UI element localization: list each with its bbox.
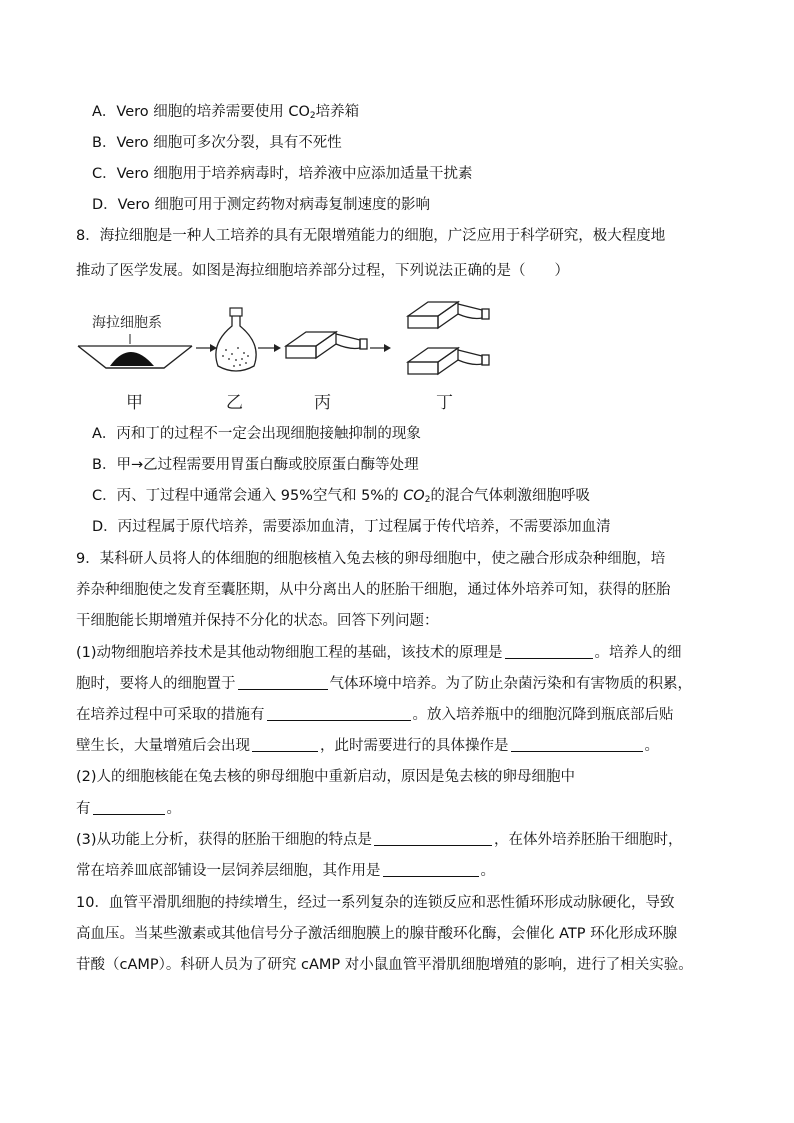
arrow-1 <box>196 344 217 352</box>
co2-formula: CO <box>403 488 425 504</box>
q10-stem-line2: 高血压。当某些激素或其他信号分子激活细胞膜上的腺苷酸环化酶，会催化 ATP 环化形成环腺 <box>76 926 678 942</box>
q9-text: ，在体外培养胚胎干细胞时， <box>494 832 683 848</box>
q7-option-d: D．Vero 细胞可用于测定药物对病毒复制速度的影响 <box>92 197 431 213</box>
q8-stem-line1: 8．海拉细胞是一种人工培养的具有无限增殖能力的细胞，广泛应用于科学研究，极大程度地 <box>76 228 666 244</box>
label-yi: 乙 <box>226 393 243 413</box>
q9-text: 胞时，要将人的细胞置于 <box>76 676 236 692</box>
q9-part1-line1 <box>76 643 682 663</box>
q9-stem-line2: 养杂种细胞使之发育至囊胚期，从中分离出人的胚胎干细胞，通过体外培养可知，获得的胚胎 <box>76 582 671 598</box>
flask-yi <box>216 308 256 371</box>
q9-part1-line2 <box>76 674 692 694</box>
answer-blank[interactable] <box>505 643 593 659</box>
q9-text: 有 <box>76 801 91 817</box>
q8-option-b: B．甲→乙过程需要用胃蛋白酶或胶原蛋白酶等处理 <box>92 457 419 473</box>
bottle-ding-bottom <box>408 348 489 374</box>
q9-text: ，此时需要进行的具体操作是 <box>320 738 509 754</box>
answer-blank[interactable] <box>374 830 492 846</box>
q9-text: 。培养人的细 <box>594 645 682 661</box>
q9-text: 常在培养皿底部铺设一层饲养层细胞，其作用是 <box>76 863 381 879</box>
q7-option-a <box>92 102 359 126</box>
q9-part2-line1: (2)人的细胞核能在兔去核的卵母细胞中重新启动，原因是兔去核的卵母细胞中 <box>76 769 576 785</box>
q9-text: 。放入培养瓶中的细胞沉降到瓶底部后贴 <box>412 707 674 723</box>
label-bing: 丙 <box>314 393 331 413</box>
q10-stem-line3: 苷酸（cAMP）。科研人员为了研究 cAMP 对小鼠血管平滑肌细胞增殖的影响，进行了相关实验。 <box>76 957 693 973</box>
q7-option-b: B．Vero 细胞可多次分裂，具有不死性 <box>92 135 342 151</box>
label-ding: 丁 <box>436 393 453 413</box>
answer-blank[interactable] <box>511 736 643 752</box>
q9-stem-line1: 9．某科研人员将人的体细胞的细胞核植入兔去核的卵母细胞中，使之融合形成杂种细胞，培 <box>76 551 666 567</box>
answer-blank[interactable] <box>252 736 318 752</box>
q9-text: 。 <box>480 863 495 879</box>
q9-text: (1)动物细胞培养技术是其他动物细胞工程的基础，该技术的原理是 <box>76 645 503 661</box>
q9-part1-line4 <box>76 736 659 756</box>
q7-option-c: C．Vero 细胞用于培养病毒时，培养液中应添加适量干扰素 <box>92 166 473 182</box>
hela-culture-figure <box>72 296 502 418</box>
q8-stem-line2: 推动了医学发展。如图是海拉细胞培养部分过程，下列说法正确的是（ ） <box>76 263 569 279</box>
q9-part3-line2 <box>76 861 495 881</box>
q9-text: 在培养过程中可采取的措施有 <box>76 707 265 723</box>
answer-blank[interactable] <box>267 705 411 721</box>
bottle-bing <box>286 332 367 358</box>
q9-text: (3)从功能上分析，获得的胚胎干细胞的特点是 <box>76 832 373 848</box>
arrow-3 <box>370 344 391 352</box>
arrow-2 <box>258 344 281 352</box>
q8-option-c <box>92 486 590 510</box>
answer-blank[interactable] <box>383 861 479 877</box>
q8-option-c-text-end: 的混合气体刺激细胞呼吸 <box>430 488 590 504</box>
q9-text: 。 <box>644 738 659 754</box>
q9-part2-line2 <box>76 799 181 819</box>
q9-part1-line3 <box>76 705 674 725</box>
q9-part3-line1 <box>76 830 683 850</box>
q9-text: 。 <box>166 801 181 817</box>
q7-option-a-text-end: 培养箱 <box>315 104 360 120</box>
q8-option-c-text: C．丙、丁过程中通常会通入 95%空气和 5%的 <box>92 488 404 504</box>
q9-stem-line3: 干细胞能长期增殖并保持不分化的状态。回答下列问题： <box>76 613 439 629</box>
q8-option-d: D．丙过程属于原代培养，需要添加血清，丁过程属于传代培养，不需要添加血清 <box>92 519 611 535</box>
subscript: 2 <box>424 495 431 505</box>
label-hela-line: 海拉细胞系 <box>92 315 162 331</box>
dish-jia <box>78 314 192 368</box>
subscript: 2 <box>309 111 316 121</box>
label-jia: 甲 <box>126 393 143 413</box>
answer-blank[interactable] <box>238 674 328 690</box>
q9-text: 壁生长，大量增殖后会出现 <box>76 738 250 754</box>
q9-text: 气体环境中培养。为了防止杂菌污染和有害物质的积累， <box>329 676 692 692</box>
q10-stem-line1: 10．血管平滑肌细胞的持续增生，经过一系列复杂的连锁反应和恶性循环形成动脉硬化，导致 <box>76 895 675 911</box>
bottle-ding-top <box>408 302 489 328</box>
answer-blank[interactable] <box>93 799 165 815</box>
q8-option-a: A．丙和丁的过程不一定会出现细胞接触抑制的现象 <box>92 426 421 442</box>
q7-option-a-text: A．Vero 细胞的培养需要使用 CO <box>92 104 310 120</box>
